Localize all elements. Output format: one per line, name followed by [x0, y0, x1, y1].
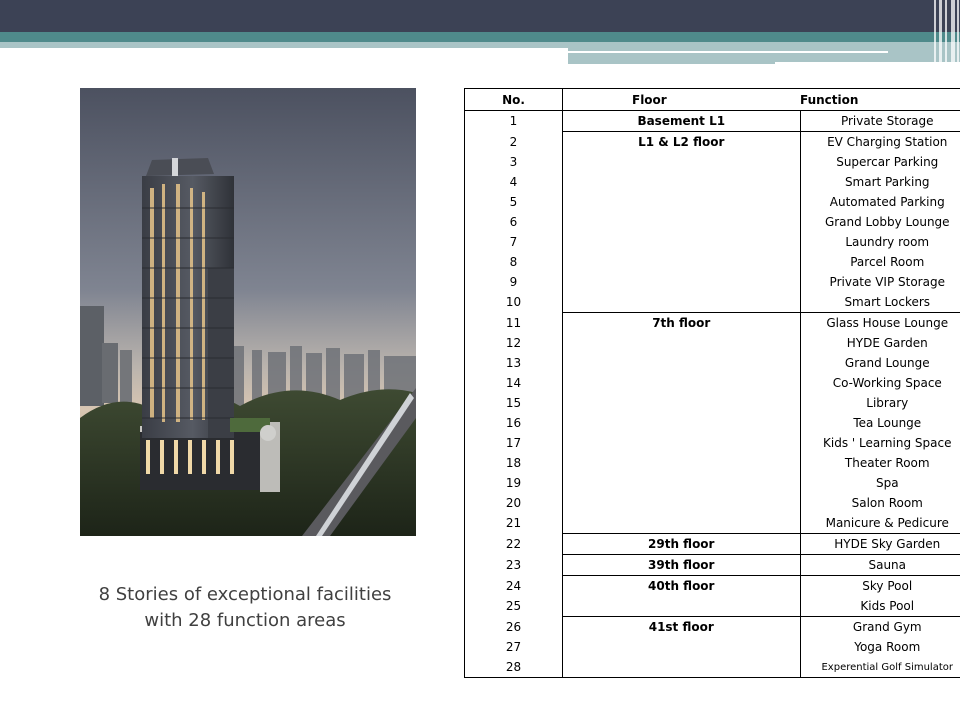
table-row — [465, 637, 960, 657]
cell-no: 18 — [465, 453, 563, 473]
cell-no: 6 — [465, 212, 563, 232]
cell-no: 16 — [465, 413, 563, 433]
table-row — [465, 413, 960, 433]
cell-no: 7 — [465, 232, 563, 252]
cell-function: Automated Parking — [800, 192, 960, 212]
header-bar-dark — [0, 0, 960, 32]
cell-floor: 41st floor — [563, 617, 801, 638]
facilities-caption — [80, 582, 410, 634]
cell-floor — [563, 212, 801, 232]
cell-no: 26 — [465, 617, 563, 638]
cell-function: HYDE Garden — [800, 333, 960, 353]
cell-floor — [563, 292, 801, 313]
cell-function: Tea Lounge — [800, 413, 960, 433]
table-row — [465, 272, 960, 292]
cell-function: Library — [800, 393, 960, 413]
table-row — [465, 617, 960, 638]
caption-line-1: 8 Stories of exceptional facilities — [98, 584, 392, 605]
cell-no: 3 — [465, 152, 563, 172]
cell-no: 20 — [465, 493, 563, 513]
cell-function: Supercar Parking — [800, 152, 960, 172]
cell-function: Glass House Lounge — [800, 313, 960, 334]
cell-function: Kids Pool — [800, 596, 960, 617]
cell-function: Grand Lounge — [800, 353, 960, 373]
cell-floor — [563, 192, 801, 212]
table-header-row — [465, 89, 960, 111]
cell-no: 14 — [465, 373, 563, 393]
cell-no: 25 — [465, 596, 563, 617]
header-bar-teal — [0, 32, 960, 42]
cell-floor — [563, 232, 801, 252]
cell-function: Grand Lobby Lounge — [800, 212, 960, 232]
table-row — [465, 534, 960, 555]
cell-no: 17 — [465, 433, 563, 453]
cell-floor — [563, 152, 801, 172]
cell-no: 5 — [465, 192, 563, 212]
table-row — [465, 596, 960, 617]
cell-no: 19 — [465, 473, 563, 493]
header-floor: Floor — [563, 89, 801, 111]
table-row — [465, 657, 960, 678]
cell-no: 27 — [465, 637, 563, 657]
cell-function: HYDE Sky Garden — [800, 534, 960, 555]
cell-floor — [563, 413, 801, 433]
building-rendering-image — [80, 88, 416, 536]
table-row — [465, 252, 960, 272]
cell-function: Kids ' Learning Space — [800, 433, 960, 453]
cell-function: Smart Parking — [800, 172, 960, 192]
cell-function: EV Charging Station — [800, 132, 960, 153]
cell-function: Grand Gym — [800, 617, 960, 638]
table-row — [465, 453, 960, 473]
cell-function: Theater Room — [800, 453, 960, 473]
cell-floor: L1 & L2 floor — [563, 132, 801, 153]
cell-floor — [563, 657, 801, 678]
cell-no: 2 — [465, 132, 563, 153]
cell-floor — [563, 393, 801, 413]
table-row — [465, 393, 960, 413]
cell-no: 13 — [465, 353, 563, 373]
cell-floor — [563, 637, 801, 657]
cell-function: Sky Pool — [800, 576, 960, 597]
cell-no: 10 — [465, 292, 563, 313]
table-row — [465, 313, 960, 334]
cell-floor — [563, 373, 801, 393]
cell-floor — [563, 172, 801, 192]
table-row — [465, 132, 960, 153]
cell-function: Laundry room — [800, 232, 960, 252]
cell-floor — [563, 333, 801, 353]
cell-floor — [563, 513, 801, 534]
cell-floor: 29th floor — [563, 534, 801, 555]
cell-floor — [563, 252, 801, 272]
cell-function: Yoga Room — [800, 637, 960, 657]
cell-function: Private Storage — [800, 111, 960, 132]
table-row — [465, 152, 960, 172]
table-row — [465, 232, 960, 252]
table-row — [465, 373, 960, 393]
cell-no: 9 — [465, 272, 563, 292]
table-row — [465, 212, 960, 232]
cell-floor — [563, 353, 801, 373]
table-row — [465, 192, 960, 212]
table-row — [465, 292, 960, 313]
header-stripes — [930, 0, 960, 64]
cell-no: 12 — [465, 333, 563, 353]
cell-function: Private VIP Storage — [800, 272, 960, 292]
cell-no: 23 — [465, 555, 563, 576]
cell-function: Salon Room — [800, 493, 960, 513]
cell-floor — [563, 272, 801, 292]
table-row — [465, 333, 960, 353]
cell-floor: 39th floor — [563, 555, 801, 576]
header-no: No. — [465, 89, 563, 111]
cell-floor — [563, 596, 801, 617]
header-function: Function — [800, 89, 960, 111]
header-bar-light — [0, 42, 568, 48]
cell-function: Sauna — [800, 555, 960, 576]
cell-function: Parcel Room — [800, 252, 960, 272]
table-row — [465, 473, 960, 493]
cell-no: 24 — [465, 576, 563, 597]
cell-function: Manicure & Pedicure — [800, 513, 960, 534]
header-white-line — [568, 51, 888, 53]
cell-floor: Basement L1 — [563, 111, 801, 132]
cell-floor — [563, 473, 801, 493]
cell-floor — [563, 493, 801, 513]
cell-function: Co-Working Space — [800, 373, 960, 393]
cell-floor — [563, 453, 801, 473]
cell-floor — [563, 433, 801, 453]
cell-no: 15 — [465, 393, 563, 413]
cell-floor: 40th floor — [563, 576, 801, 597]
table-row — [465, 576, 960, 597]
cell-no: 11 — [465, 313, 563, 334]
cell-no: 1 — [465, 111, 563, 132]
table-row — [465, 555, 960, 576]
cell-no: 4 — [465, 172, 563, 192]
table-row — [465, 513, 960, 534]
cell-function: Smart Lockers — [800, 292, 960, 313]
table-row — [465, 433, 960, 453]
table-row — [465, 111, 960, 132]
cell-function: Experential Golf Simulator — [800, 657, 960, 678]
cell-no: 21 — [465, 513, 563, 534]
table-row — [465, 493, 960, 513]
cell-no: 28 — [465, 657, 563, 678]
cell-floor: 7th floor — [563, 313, 801, 334]
table-row — [465, 172, 960, 192]
cell-no: 8 — [465, 252, 563, 272]
cell-no: 22 — [465, 534, 563, 555]
table-row — [465, 353, 960, 373]
caption-line-2: with 28 function areas — [144, 610, 346, 631]
cell-function: Spa — [800, 473, 960, 493]
facilities-table — [464, 88, 953, 695]
